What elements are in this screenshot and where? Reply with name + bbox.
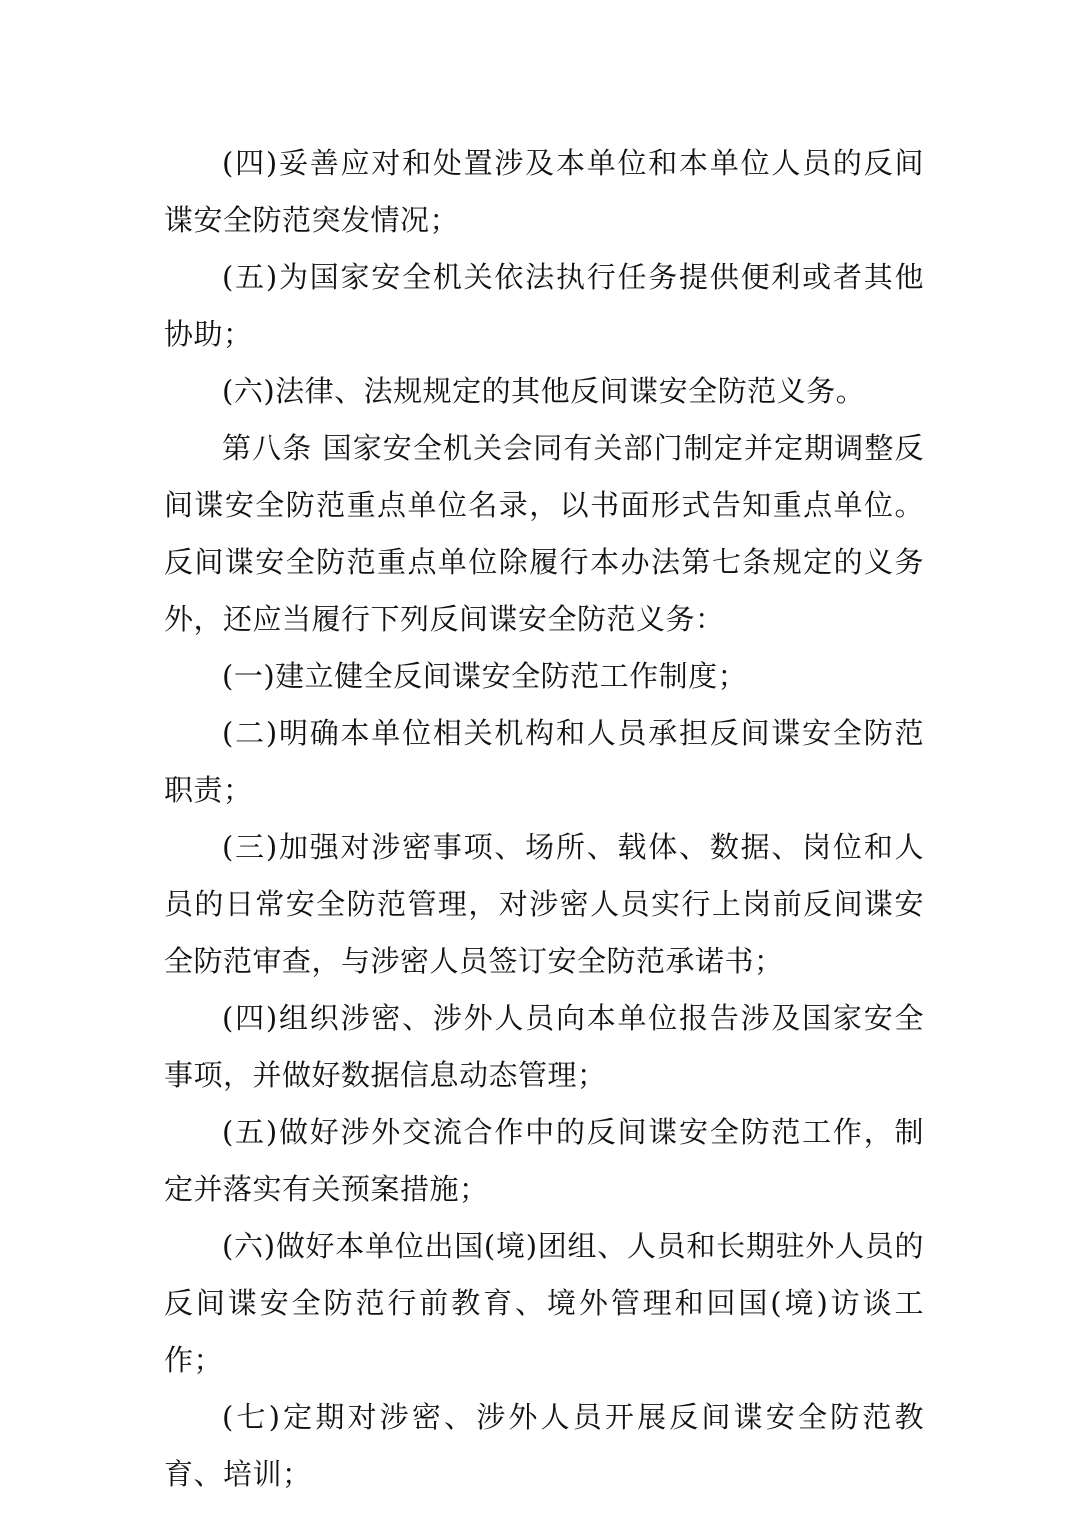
paragraph-item-4: (四)妥善应对和处置涉及本单位和本单位人员的反间谍安全防范突发情况； <box>164 146 924 237</box>
article-8-paragraph: 第八条 国家安全机关会同有关部门制定并定期调整反间谍安全防范重点单位名录，以书面形式告知重点单位。反间谍安全防范重点单位除履行本办法第七条规定的义务外，还应当履行下列反间谍安全防范义务： <box>164 431 924 636</box>
paragraph-item-1: (一)建立健全反间谍安全防范工作制度； <box>222 659 748 693</box>
paragraph-item-3: (三)加强对涉密事项、场所、载体、数据、岗位和人员的日常安全防范管理，对涉密人员实行上岗前反间谍安全防范审查，与涉密人员签订安全防范承诺书； <box>164 830 924 978</box>
paragraph-item-2: (二)明确本单位相关机构和人员承担反间谍安全防范职责； <box>164 716 924 807</box>
document-body <box>164 135 924 1503</box>
paragraph-item-6b: (六)做好本单位出国(境)团组、人员和长期驻外人员的反间谍安全防范行前教育、境外管理和回国(境)访谈工作； <box>164 1229 924 1377</box>
paragraph-item-7: (七)定期对涉密、涉外人员开展反间谍安全防范教育、培训； <box>164 1400 924 1491</box>
paragraph-item-4b: (四)组织涉密、涉外人员向本单位报告涉及国家安全事项，并做好数据信息动态管理； <box>164 1001 924 1092</box>
paragraph-item-5: (五)为国家安全机关依法执行任务提供便利或者其他协助； <box>164 260 924 351</box>
paragraph-item-6: (六)法律、法规规定的其他反间谍安全防范义务。 <box>222 374 866 408</box>
paragraph-item-5b: (五)做好涉外交流合作中的反间谍安全防范工作，制定并落实有关预案措施； <box>164 1115 924 1206</box>
